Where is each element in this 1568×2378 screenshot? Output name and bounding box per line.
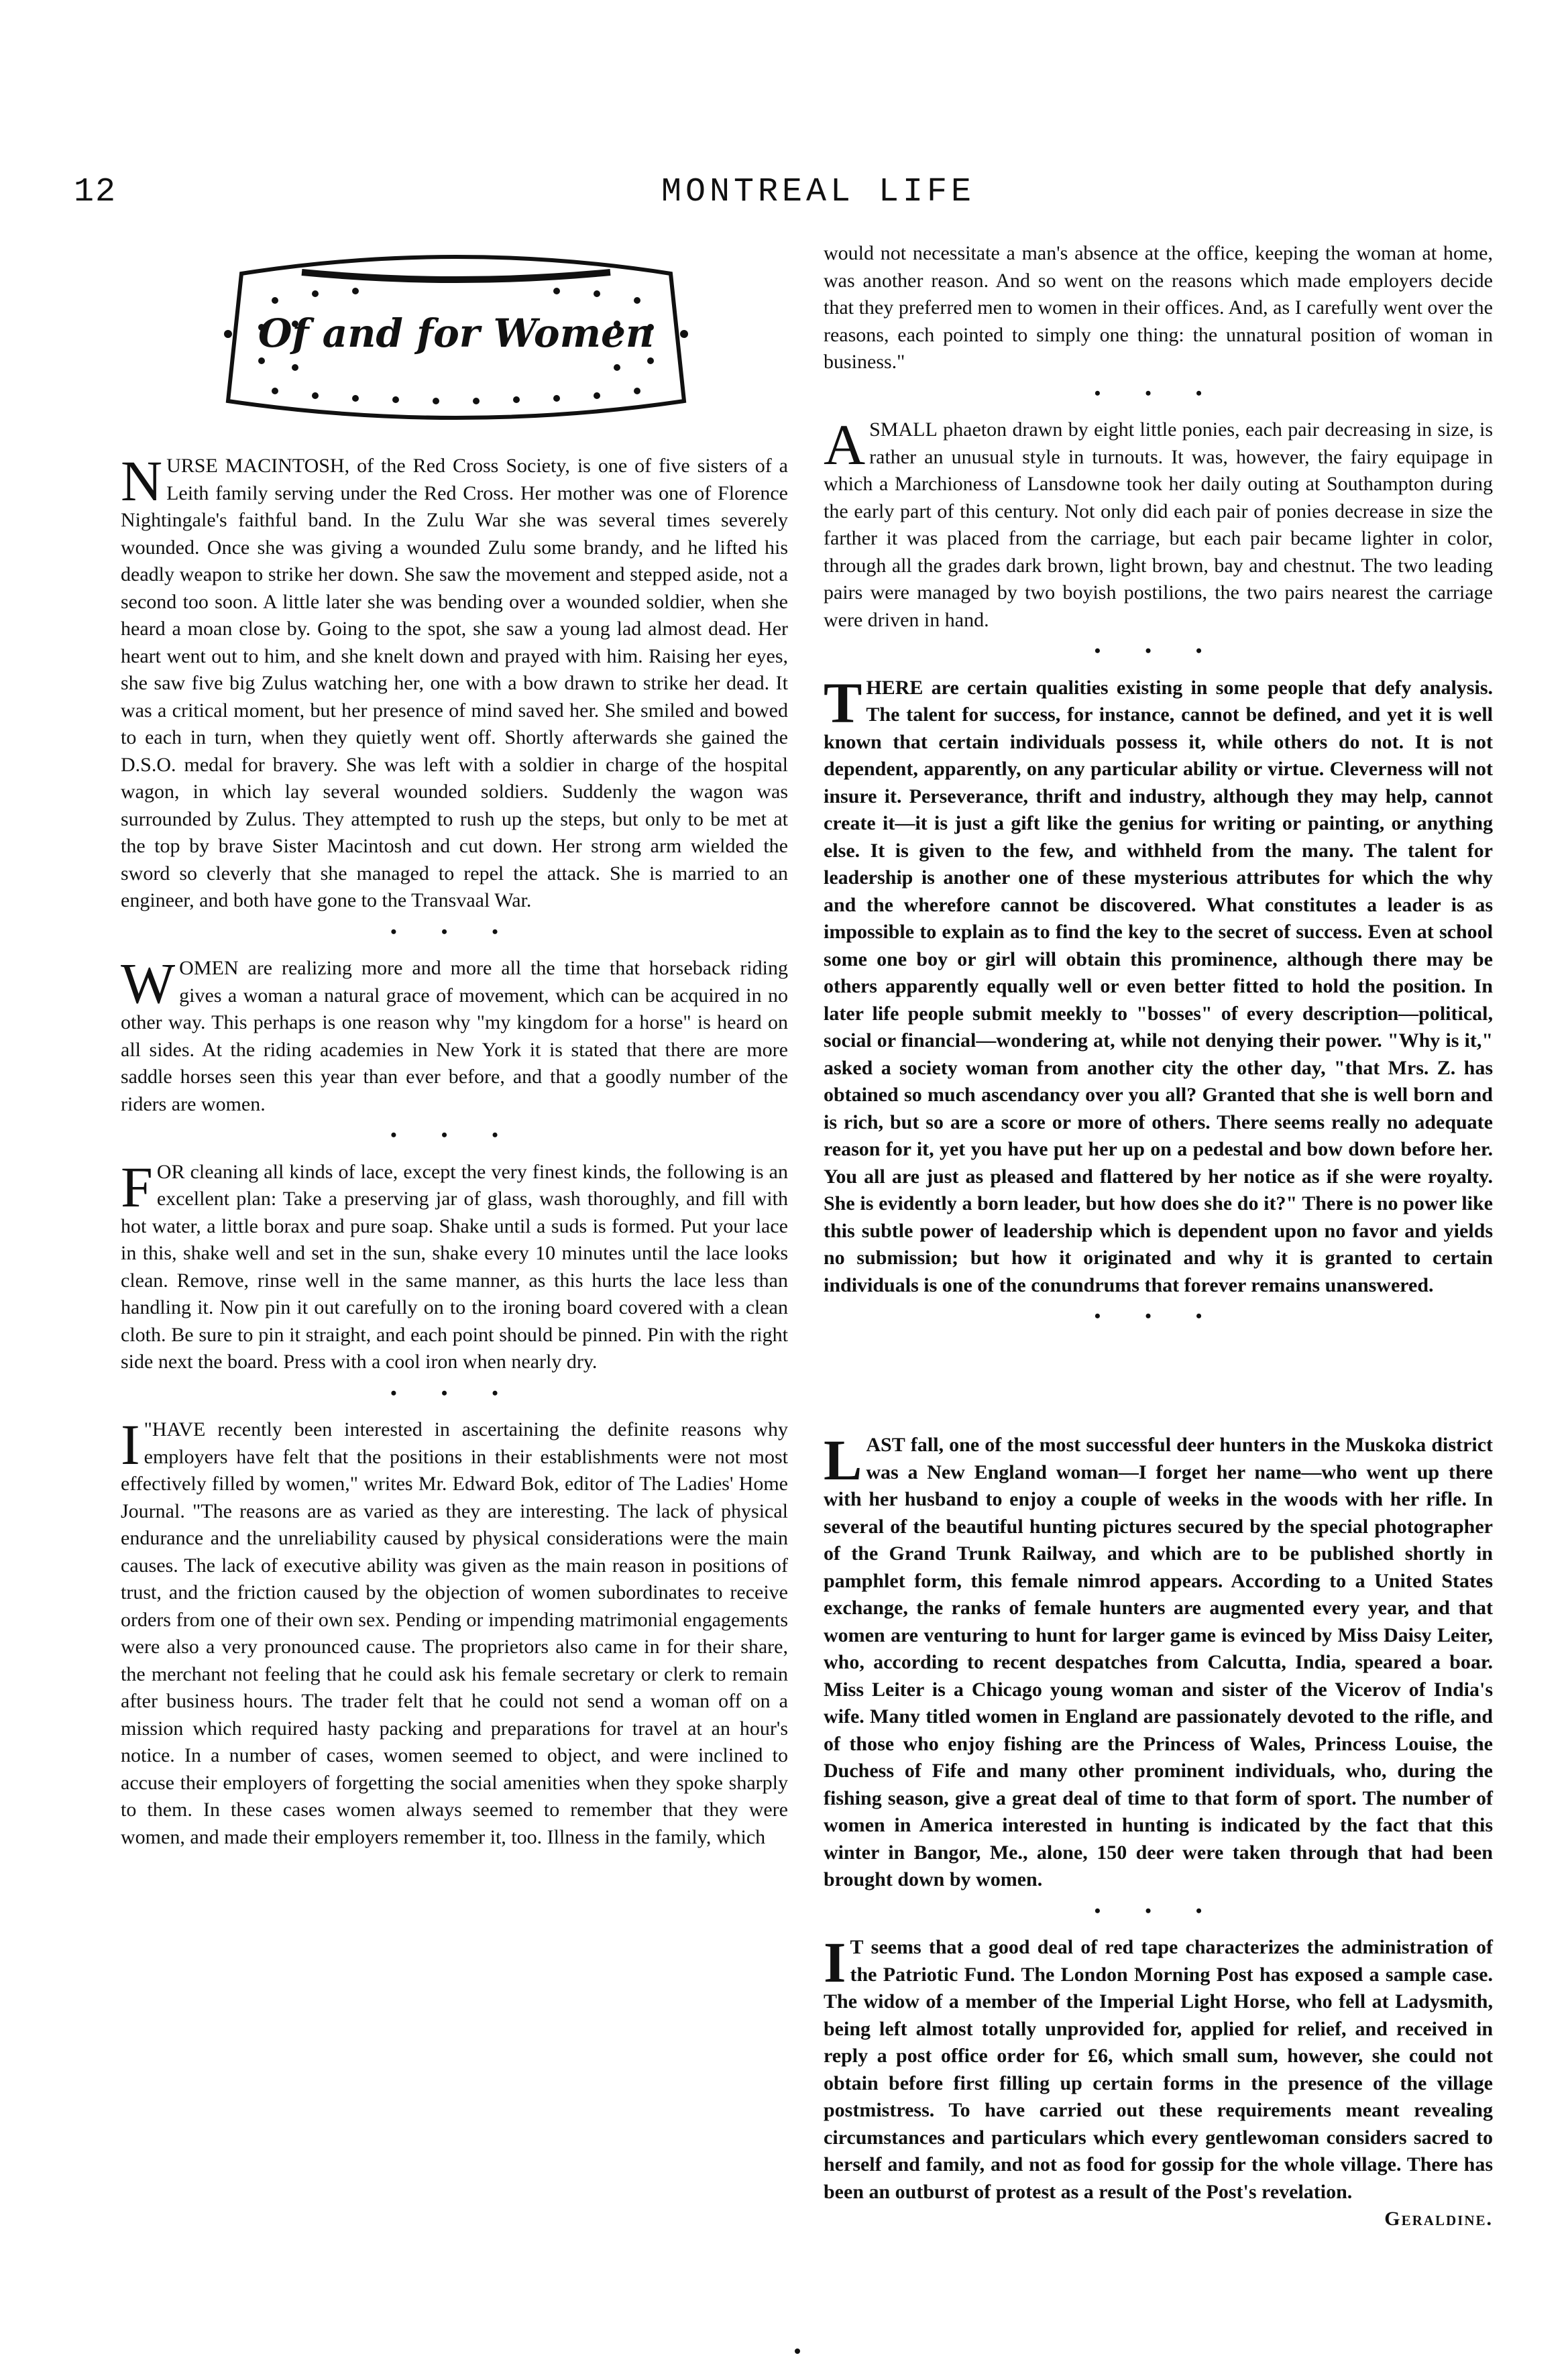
drop-cap: W [121, 951, 176, 1015]
article-text: of the Red Cross Society, is one of five sisters of a Leith family serving under the Red Cross. Her mother was one of Florence Nightingale's faithful band. In the Zulu War she was several times severely wounded. Once she was giving a wounded Zulu some brandy, and he lifted his deadly weapon to strike her down. She saw the movement and stepped aside, not a second too soon. A little later she was bending over a wounded soldier, when she heard a moan close by. Going to the spot, she saw a young lad almost dead. Her heart went out to him, and she knelt down and prayed with him. Raising her eyes, she saw five big Zulus watching her, one with a bow drawn to strike her dead. It was a critical moment, but her presence of mind saved her. She smiled and bowed to each in turn, when they quietly went off. Shortly afterwards she gained the D.S.O. medal for bravery. She was left with a soldier in charge of the hospital wagon, in which lay several wounded soldiers. Suddenly the wagon was surrounded by Zulus. They attempted to rush up the steps, but only to be met at the top by brave Sister Macintosh and cut down. Her strong arm wielded the sword so cleverly that she managed to repel the attack. She is married to an engineer, and both have gone to the Transvaal War. [121, 455, 788, 911]
article-deer-hunting [824, 1428, 1493, 1894]
separator: • • • [1094, 1306, 1223, 1326]
open-quote: " [144, 1418, 152, 1440]
lead-word: OR [156, 1160, 185, 1183]
drop-cap: T [824, 670, 862, 735]
print-speck [795, 2348, 800, 2354]
lead-word: URSE MACINTOSH, [166, 455, 350, 477]
lead-word: OMEN [179, 957, 239, 979]
article-text: phaeton drawn by eight little ponies, each pair decreasing in size, is rather an unusual style in turnouts. It was, however, the fairy equipage in which a Marchioness of Lansdowne took her daily outing at Southampton during the early part of this century. Not only did each pair of ponies decrease in size the farther it was placed from the carriage, but each pair became lighter in color, through all the grades dark brown, light brown, bay and chestnut. The two leading pairs were managed by two boyish postilions, the two pairs nearest the carriage were driven in hand. [824, 418, 1493, 631]
running-title: MONTREAL LIFE [661, 173, 976, 211]
lead-word: HERE [866, 676, 923, 699]
drop-cap: I [121, 1412, 140, 1477]
article-text: are certain qualities existing in some people that defy analysis. The talent for success, for instance, cannot be defined, and yet it is well known that certain individuals possess it, while others do not. It is not dependent, apparently, on any particular ability or virtue. Cleverness will not insure it. Perseverance, thrift and industry, although they may help, cannot create it—it is just a gift like the genius for writing or painting, or anything else. It is given to the few, and withheld from the many. The talent for leadership is another one of these mysterious attributes for which the why and the wherefore cannot be discovered. What constitutes a leader is as impossible to explain as to find the key to the secret of success. Even at school some one boy or girl will obtain this prominence, although there may be others apparently equally well or even better fitted to hold the position. In later life people submit meekly to "bosses" of every description—political, social or financial—wondering at, while not denying their power. "Why is it," asked a society woman from another city the other day, "that Mrs. Z. has obtained so much ascendancy over you all? Granted that she is well born and is rich, but so are a score or more of others. There seems really no adequate reason for it, yet you have put her up on a pedestal and bow down before her. You all are just as pleased and flattered by her notice as if she were royalty. She is evidently a born leader, but how does she do it?" There is no power like this subtle power of leadership which is dependent upon no favor and yields no submission; but how it originated and why it is granted to certain individuals is one of the conundrums that forever remains unanswered. [824, 676, 1493, 1296]
article-text: are realizing more and more all the time that horseback riding gives a woman a natural grace of movement, which can be acquired in no other way. This perhaps is one reason why "my kingdom for a horse" is heard on all sides. At the riding academies in New York it is stated that there are more saddle horses seen this year than ever before, and that a goodly number of the riders are women. [121, 957, 788, 1115]
lead-word: HAVE [152, 1418, 206, 1440]
separator: • • • [1094, 641, 1223, 661]
article-cleaning-lace [121, 1154, 788, 1376]
article-women-in-business [121, 1412, 788, 1851]
banner-title: Of and for Women [258, 310, 655, 356]
lead-word: T [850, 1936, 864, 1958]
drop-cap: F [121, 1154, 153, 1219]
article-pony-phaeton [824, 412, 1493, 634]
drop-cap: A [824, 412, 866, 477]
drop-cap: N [121, 449, 163, 513]
author-signature: Geraldine. [1384, 2208, 1493, 2230]
lead-word: AST [866, 1434, 905, 1456]
right-column-lower [824, 1428, 1493, 2233]
article-leadership [824, 670, 1493, 1300]
article-horseback-riding [121, 951, 788, 1118]
right-column-upper [824, 240, 1493, 1340]
article-text: seems that a good deal of red tape characterizes the administration of the Patriotic Fund. The London Morning Post has exposed a sample case. The widow of a member of the Imperial Light Horse, who fell at Ladysmith, being left almost totally unprovided for, applied for relief, and received in reply a post office order for £6, which small sum, however, she could not obtain before first filling up certain forms in the presence of the village postmistress. To have carried out these requirements meant revealing circumstances and particulars which every gentlewoman considers sacred to herself and family, and not as food for gossip for the whole village. There has been an outburst of protest as a result of the Post's revelation. [824, 1936, 1493, 2203]
separator: • • • [390, 1383, 518, 1403]
article-continuation: would not necessitate a man's absence at the office, keeping the woman at home, was another reason. And so went on the reasons which made employers decide that they preferred men to women in their offices. And, as I carefully went over the reasons, each pointed to simply one thing: the unnatural position of woman in business." [824, 242, 1493, 373]
left-column [121, 449, 788, 1851]
lead-word: SMALL [869, 418, 938, 441]
drop-cap: L [824, 1428, 862, 1492]
drop-cap: I [824, 1930, 846, 1994]
article-text: recently been interested in ascertaining the definite reasons why employers have felt that the positions in their establishments were not most effectively filled by women," writes Mr. Edward Bok, editor of The Ladies' Home Journal. "The reasons are as varied as they are interesting. The lack of physical endurance and the unreliability caused by physical considerations were the main causes. The lack of executive ability was given as the main reason in positions of trust, and the friction caused by the objection of women subordinates to receive orders from one of their own sex. Pending or impending matrimonial engagements were also a very pronounced cause. The proprietors also came in for their share, the merchant not feeling that he could ask his female secretary or clerk to remain after business hours. The trader felt that he could not send a woman off on a mission which required hasty packing and preparations for travel at an hour's notice. In a number of cases, women seemed to object, and were inclined to accuse their employers of forgetting the social amenities when they spoke sharply to them. In these cases women always seemed to remember that they were women, and made their employers remember it, too. Illness in the family, which [121, 1418, 788, 1848]
separator: • • • [390, 921, 518, 942]
separator: • • • [1094, 383, 1223, 403]
section-banner [201, 247, 711, 424]
article-nurse-macintosh [121, 449, 788, 915]
article-patriotic-fund [824, 1930, 1493, 2233]
separator: • • • [1094, 1901, 1223, 1921]
article-text: cleaning all kinds of lace, except the very finest kinds, the following is an excellent plan: Take a preserving jar of glass, wash thoroughly, and fill with hot water, a little borax and pure soap. Shake until a suds is formed. Put your lace in this, shake well and set in the sun, shake every 10 minutes until the lace looks clean. Remove, rinse well in the same manner, as this hurts the lace less than handling it. Now pin it out carefully on to the ironing board covered with a clean cloth. Be sure to pin it straight, and each point should be pinned. Pin with the right side next the board. Press with a cool iron when nearly dry. [121, 1160, 788, 1373]
separator: • • • [390, 1125, 518, 1145]
page-number: 12 [74, 173, 117, 211]
article-text: fall, one of the most successful deer hunters in the Muskoka district was a New England woman—I forget her name—who went up there with her husband to enjoy a couple of weeks in the woods with her rifle. In several of the beautiful hunting pictures secured by the special photographer of the Grand Trunk Railway, and which are to be published shortly in pamphlet form, this female nimrod appears. According to a United States exchange, the ranks of female hunters are augmented every year, and that women are venturing to hunt for larger game is evinced by Miss Daisy Leiter, who, according to recent despatches from Calcutta, India, speared a boar. Miss Leiter is a Chicago young woman and sister of the Vicerov of India's wife. Many titled women in England are passionately devoted to the rifle, and of those who enjoy fishing are the Princess of Wales, Princess Louise, the Duchess of Fife and many other prominent individuals, who, during the fishing season, give a great deal of time to that form of sport. The number of women in America interested in hunting is indicated by the fact that this winter in Bangor, Me., alone, 150 deer were taken through that had been brought down by women. [824, 1434, 1493, 1890]
